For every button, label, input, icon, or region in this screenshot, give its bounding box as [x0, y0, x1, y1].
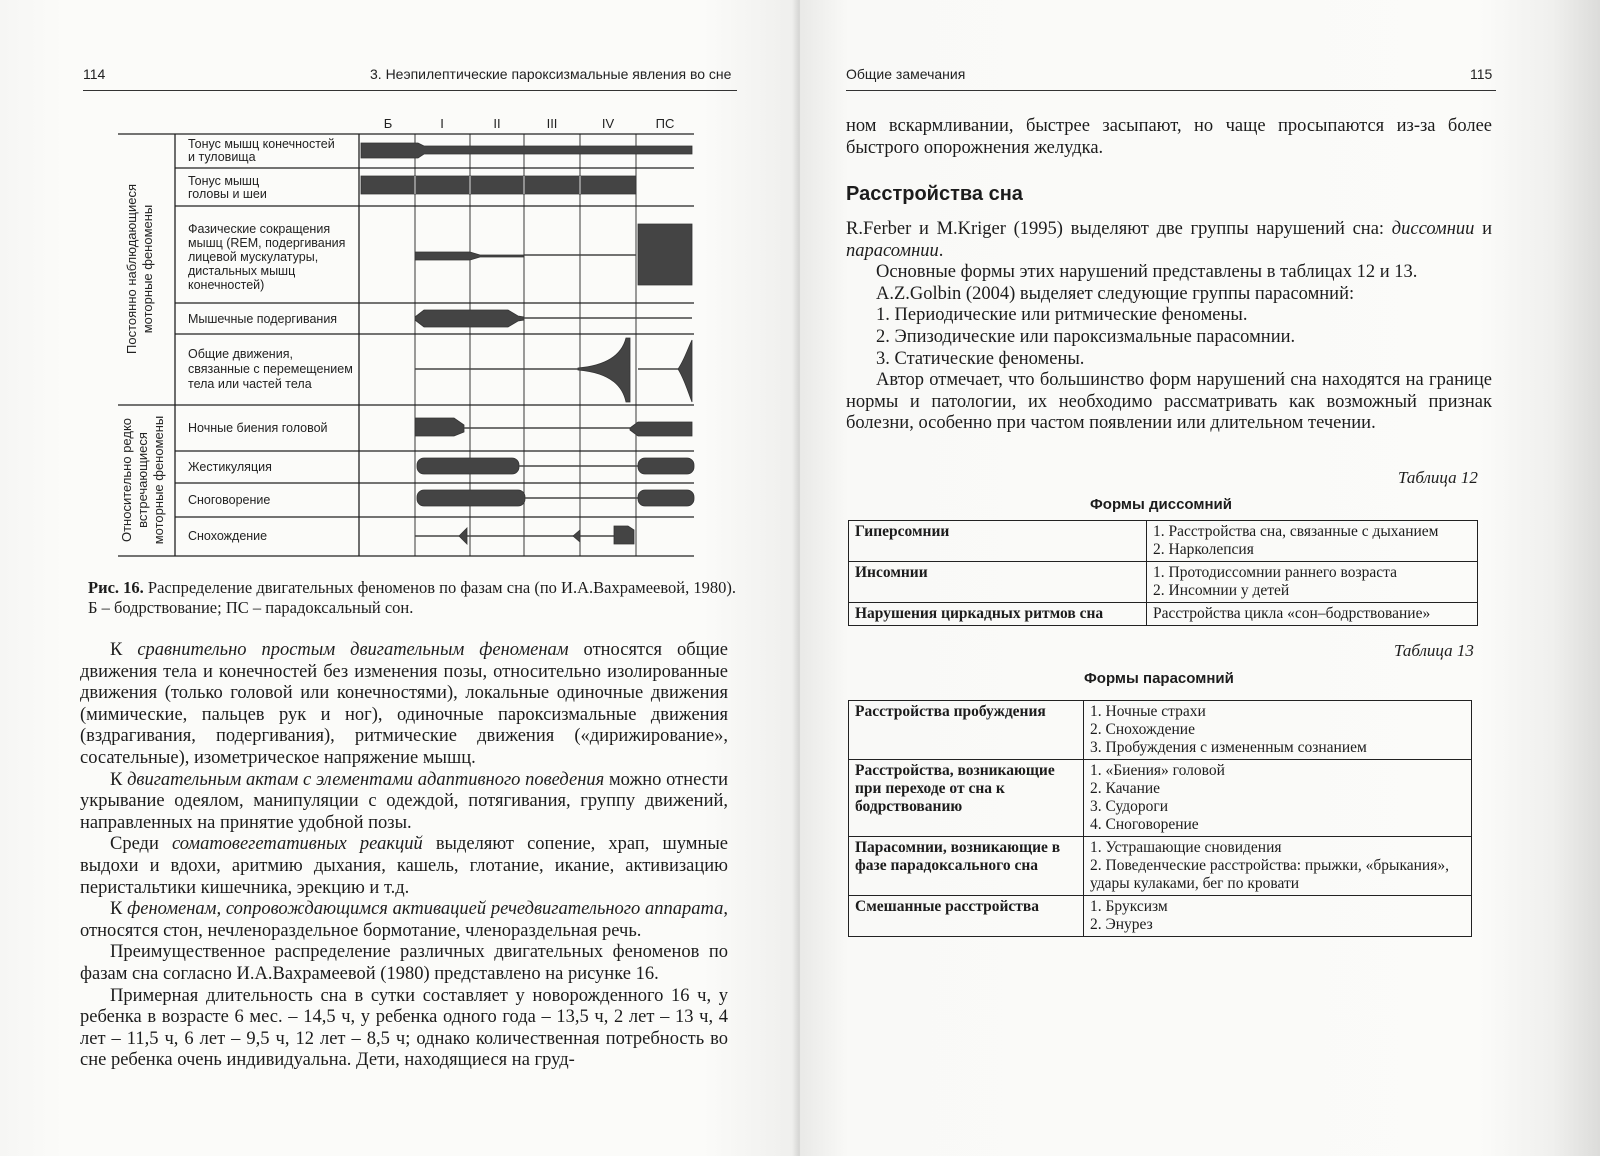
row-label: головы и шеи	[188, 187, 267, 201]
table-item: 2. Энурез	[1090, 916, 1153, 933]
text-run: К	[110, 769, 128, 790]
phase-label: I	[440, 116, 444, 131]
row-label: лицевой мускулатуры,	[188, 250, 319, 264]
table-category: Расстройства, возникающие при переходе от сна к бодрствованию	[849, 760, 1084, 837]
table-item: 2. Поведенческие расстройства: прыжки, «брыкания», удары кулаками, бег по кровати	[1090, 857, 1449, 892]
row-label: Фазические сокращения	[188, 222, 331, 236]
row-label: дистальных мышц	[188, 264, 296, 278]
table-row	[849, 603, 1478, 626]
table-row	[849, 521, 1478, 562]
row-label: связанные с перемещением	[188, 362, 353, 376]
table-category: Нарушения циркадных ритмов сна	[849, 603, 1147, 626]
row-label: Жестикуляция	[188, 460, 272, 474]
table-row	[849, 896, 1472, 937]
list-item: 2. Эпизодические или пароксизмальные парасомнии.	[876, 326, 1296, 347]
row-label: тела или частей тела	[188, 377, 312, 391]
band-row-1	[361, 176, 636, 194]
figure-caption-text: Распределение двигательных феноменов по фазам сна (по И.А.Вахрамеевой, 1980). Б – бодрствование; ПС – парадоксальный сон.	[88, 578, 737, 617]
page-number: 114	[83, 66, 106, 82]
italic-term: феноменам, сопровождающимся активацией речедвигательного аппарата	[127, 899, 724, 920]
paragraph: A.Z.Golbin (2004) выделяет следующие группы парасомний:	[876, 283, 1355, 304]
row-label: Ночные биения головой	[188, 421, 328, 435]
table-item: 1. Расстройства сна, связанные с дыханием	[1153, 523, 1439, 540]
table-item: 1. Устрашающие сновидения	[1090, 839, 1282, 856]
row-label: Сноговорение	[188, 493, 271, 507]
text-run: относятся общие движения тела и конечностей без изменения позы, относительно изолированные движения (только головой или конечностями), локальные одиночные движения (мимические, пальцев рук и ног), одиночные пароксизмальные движения (вздрагивания, подергивания), ритмические движения («дирижирование», сосательные), изометрическое напряжение мышц.	[80, 640, 728, 768]
motor-phenomena-diagram	[118, 112, 718, 562]
right-page	[800, 0, 1600, 1156]
table-13-label: Таблица 13	[1394, 641, 1474, 660]
table-row	[849, 760, 1472, 837]
list-item: 3. Статические феномены.	[876, 348, 1085, 369]
paragraph: Автор отмечает, что большинство форм нарушений сна находятся на границе нормы и патологии, их необходимо рассматривать как возможный признак болезни, особенно при частом появлении или длительном течении.	[846, 370, 1492, 434]
table-items	[1147, 562, 1478, 603]
text-run: Среди	[110, 834, 172, 855]
row-label: Мышечные подергивания	[188, 312, 338, 326]
figure-label: Рис. 16.	[88, 578, 144, 597]
table-12-title: Формы диссомний	[1090, 496, 1232, 513]
band-row-6	[417, 458, 519, 474]
paragraph	[80, 640, 728, 770]
group-label-constant: Постоянно наблюдающиеся	[124, 184, 139, 354]
band-row-2-rem	[638, 224, 692, 285]
text-run: можно отнести укрывание одеялом, манипуляции с одеждой, потягивания, группу движений, направленных на принятие удобной позы.	[80, 769, 728, 833]
row-label: Общие движения,	[188, 347, 293, 361]
paragraph: Преимущественное распределение различных двигательных феноменов по фазам сна согласно И.А.Вахрамеевой (1980) представлено на рисунке 16.	[80, 942, 728, 984]
text-run: , относятся стон, нечленораздельное бормотание, членораздельная речь.	[80, 899, 729, 941]
running-head: Общие замечания	[846, 66, 966, 82]
table-13-title: Формы парасомний	[1084, 670, 1234, 687]
table-item: 2. Инсомнии у детей	[1153, 582, 1290, 599]
header-rule	[846, 90, 1496, 91]
running-head: 3. Неэпилептические пароксизмальные явления во сне	[370, 66, 732, 82]
section-title: Расстройства сна	[846, 183, 1023, 205]
page-number: 115	[1470, 66, 1493, 82]
band-row-6-ps	[638, 458, 694, 474]
table-row	[849, 562, 1478, 603]
header-rule	[83, 90, 737, 91]
figure-caption	[88, 578, 738, 618]
text-run: и	[1474, 219, 1492, 239]
band-row-8-block	[614, 526, 634, 544]
paragraph: Основные формы этих нарушений представлены в таблицах 12 и 13.	[876, 262, 1418, 283]
group-label-constant: моторные феномены	[140, 204, 155, 334]
group-label-rare: встречающиеся	[135, 432, 150, 528]
text-run: выделяют сопение, храп, шумные выдохи и вдохи, аритмию дыхания, кашель, глотание, икание, активизацию перистальтики кишечника, эрекцию и т.д.	[80, 834, 728, 898]
table-item: 4. Сноговорение	[1090, 816, 1199, 833]
italic-term: двигательным актам с элементами адаптивного поведения	[127, 769, 605, 790]
table-items	[1147, 603, 1478, 626]
phase-label: III	[546, 116, 558, 131]
paragraph: ном вскармливании, быстрее засыпают, но чаще просыпаются из-за более быстрого опорожнения желудка.	[846, 116, 1492, 158]
italic-term: парасомнии	[846, 240, 939, 261]
table-category: Инсомнии	[849, 562, 1147, 603]
band-row-5-ps	[630, 422, 692, 436]
row-label: Снохождение	[188, 529, 268, 543]
band-row-5	[415, 418, 464, 436]
band-row-7-ps	[638, 490, 694, 506]
table-item: 1. Бруксизм	[1090, 898, 1168, 915]
phase-label: Б	[383, 116, 393, 131]
paragraph	[80, 770, 728, 835]
band-row-0	[361, 143, 692, 158]
table-items	[1084, 760, 1472, 837]
table-category: Смешанные расстройства	[849, 896, 1084, 937]
table-item: 1. «Биения» головой	[1090, 762, 1225, 779]
table-item: 2. Снохождение	[1090, 721, 1195, 738]
table-item: 1. Ночные страхи	[1090, 703, 1206, 720]
paragraph	[846, 219, 1492, 262]
table-row	[849, 837, 1472, 896]
band-row-4-ps	[678, 340, 692, 402]
row-label: и туловища	[188, 150, 256, 164]
table-row	[849, 701, 1472, 760]
table-item: 3. Пробуждения с измененным сознанием	[1090, 739, 1367, 756]
table-item: Расстройства цикла «сон–бодрствование»	[1153, 605, 1431, 622]
text-run: К	[110, 640, 138, 660]
band-row-3	[415, 310, 524, 327]
table-12-label: Таблица 12	[1398, 468, 1478, 487]
italic-term: диссомнии	[1391, 219, 1475, 239]
paragraph	[80, 899, 728, 942]
table-category: Расстройства пробуждения	[849, 701, 1084, 760]
table-13	[848, 700, 1472, 937]
band-row-4-flare	[578, 338, 630, 402]
paragraph: Примерная длительность сна в сутки составляет у новорожденного 16 ч, у ребенка в возрасте 6 мес. – 14,5 ч, у ребенка одного года – 13,5 ч, 2 лет – 13 ч, 4 лет – 11,5 ч, 6 лет – 9,5 ч, 12 лет – 8,5 ч; однако количественная потребность во сне ребенка очень индивидуальна. Дети, находящиеся на груд-	[80, 985, 728, 1071]
band-row-8-marker	[459, 528, 467, 544]
phase-label: II	[493, 116, 501, 131]
italic-term: соматовегетативных реакций	[171, 834, 423, 855]
row-label: конечностей)	[188, 278, 265, 292]
row-label: Тонус мышц	[188, 174, 260, 188]
group-label-rare: моторные феномены	[151, 415, 166, 545]
table-item: 1. Протодиссомнии раннего возраста	[1153, 564, 1397, 581]
continuation-text	[846, 116, 1492, 159]
table-items	[1084, 896, 1472, 937]
band-row-8-marker	[573, 530, 580, 542]
table-category: Гиперсомнии	[849, 521, 1147, 562]
table-item: 2. Качание	[1090, 780, 1161, 797]
band-row-7	[417, 490, 525, 506]
group-label-rare: Относительно редко	[119, 417, 134, 543]
table-category: Парасомнии, возникающие в фазе парадоксального сна	[849, 837, 1084, 896]
table-items	[1147, 521, 1478, 562]
row-label: Тонус мышц конечностей	[188, 137, 335, 151]
table-items	[1084, 701, 1472, 760]
table-12	[848, 520, 1478, 626]
text-run: R.Ferber и M.Kriger (1995) выделяют две группы нарушений сна:	[846, 219, 1392, 239]
figure-16	[118, 112, 718, 562]
phase-label: ПС	[655, 116, 675, 131]
band-row-2	[415, 252, 524, 260]
table-item: 2. Нарколепсия	[1153, 541, 1254, 558]
phase-label: IV	[601, 116, 615, 131]
right-body-text	[846, 219, 1492, 435]
row-label: мышц (REM, подергивания	[188, 236, 346, 250]
list-item: 1. Периодические или ритмические феномены.	[876, 305, 1248, 326]
left-body-text	[80, 640, 728, 1072]
italic-term: сравнительно простым двигательным феноменам	[137, 640, 569, 660]
table-items	[1084, 837, 1472, 896]
text-run: К	[110, 899, 128, 920]
table-item: 3. Судороги	[1090, 798, 1169, 815]
paragraph	[80, 834, 728, 899]
text-run: .	[938, 240, 944, 261]
